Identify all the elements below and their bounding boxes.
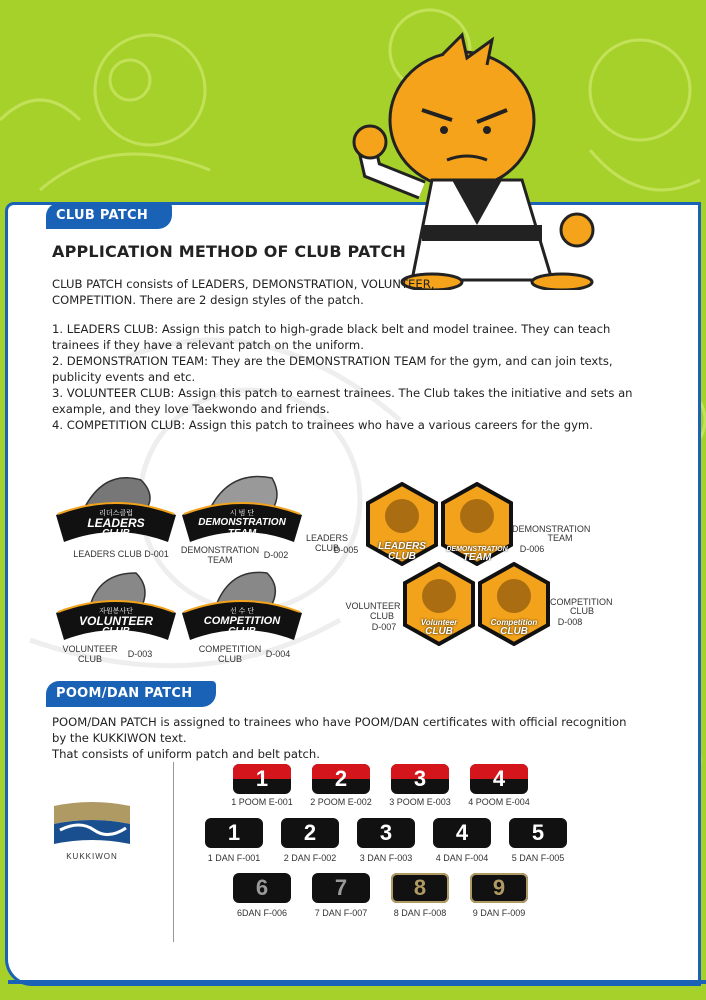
club-list-line: example, and they love Taekwondo and friends. xyxy=(52,402,330,416)
dan-patch-9 xyxy=(470,873,528,903)
poom-intro-line1: POOM/DAN PATCH is assigned to trainees who have POOM/DAN certificates with official recognition xyxy=(52,715,627,729)
patch-number: 3 xyxy=(379,820,393,845)
poom-caption: 4 POOM E-004 xyxy=(468,797,530,807)
patch-subtitle: CLUB xyxy=(228,626,256,637)
poom-patch-1 xyxy=(233,764,291,794)
patch-number: 1 xyxy=(255,766,269,791)
patch-number: 3 xyxy=(413,766,427,791)
club-intro-line2: COMPETITION. There are 2 design styles of the patch. xyxy=(52,293,364,307)
dan-patch-6 xyxy=(233,873,291,903)
dan-caption: 9 DAN F-009 xyxy=(472,908,526,918)
caption-hex-competition-bottom: CLUB xyxy=(569,606,594,616)
caption-hex-leaders: LEADERS CLUB xyxy=(305,533,349,553)
dan-caption: 7 DAN F-007 xyxy=(314,908,368,918)
poom-caption: 1 POOM E-001 xyxy=(231,797,293,807)
dan-caption: 3 DAN F-003 xyxy=(359,853,413,863)
dan-patch-7 xyxy=(312,873,370,903)
caption-demonstration-code: D-002 xyxy=(263,550,289,560)
patch-subtitle: CLUB xyxy=(102,528,130,539)
hex-subtitle: CLUB xyxy=(388,551,416,562)
hex-title: Competition xyxy=(490,618,538,627)
dan-patch-1 xyxy=(205,818,263,848)
club-list-line: 4. COMPETITION CLUB: Assign this patch to trainees who have a various careers for the gym. xyxy=(52,418,593,432)
patch-number: 6 xyxy=(255,875,269,900)
caption-volunteer-bottom: CLUB xyxy=(77,654,102,664)
caption-hex-demonstration-bottom: TEAM xyxy=(547,533,573,543)
dan-caption: 6DAN F-006 xyxy=(236,908,288,918)
club-list-line: 1. LEADERS CLUB: Assign this patch to high-grade black belt and model trainee. They can teach xyxy=(52,322,611,336)
eagle-emblem-icon xyxy=(422,579,456,613)
club-intro-line1: CLUB PATCH consists of LEADERS, DEMONSTRATION, VOLUNTEER, xyxy=(52,277,435,291)
club-patch-heading: APPLICATION METHOD OF CLUB PATCH xyxy=(52,242,406,261)
patch-subtitle: TEAM xyxy=(227,528,257,539)
poom-intro-line3: That consists of uniform patch and belt patch. xyxy=(52,747,320,761)
caption-hex-leaders-code: D-005 xyxy=(333,545,359,555)
hex-title: DEMONSTRATION xyxy=(446,546,508,553)
patch-title: LEADERS xyxy=(87,516,145,530)
dan-caption: 1 DAN F-001 xyxy=(207,853,261,863)
dan-patch-2 xyxy=(281,818,339,848)
poom-patch-2 xyxy=(312,764,370,794)
dragon-emblem-icon xyxy=(497,579,531,613)
patch-volunteer-club-curved xyxy=(56,568,176,643)
caption-hex-volunteer-top: VOLUNTEER xyxy=(345,601,401,611)
patch-title: COMPETITION xyxy=(203,615,281,627)
dan-patch-8 xyxy=(391,873,449,903)
caption-hex-volunteer-bottom: CLUB xyxy=(369,611,394,621)
caption-hex-competition-code: D-008 xyxy=(557,617,583,627)
hex-subtitle: CLUB xyxy=(425,626,453,637)
patch-korean-text: 리더스클럽 xyxy=(99,510,133,517)
club-list-line: trainees if they have a relevant patch on the uniform. xyxy=(52,338,364,352)
patch-number: 4 xyxy=(455,820,469,845)
club-list-line: publicity events and etc. xyxy=(52,370,196,384)
poom-caption: 3 POOM E-003 xyxy=(389,797,451,807)
patch-number: 8 xyxy=(413,875,427,900)
kukkiwon-label: KUKKIWON xyxy=(66,852,118,861)
dan-caption: 5 DAN F-005 xyxy=(511,853,565,863)
dan-caption: 8 DAN F-008 xyxy=(393,908,447,918)
poom-intro-line2: by the KUKKIWON text. xyxy=(52,731,187,745)
dan-caption: 2 DAN F-002 xyxy=(283,853,337,863)
caption-leaders-club: LEADERS CLUB D-001 xyxy=(73,549,169,559)
caption-competition-bottom: CLUB xyxy=(217,654,242,664)
patch-number: 2 xyxy=(334,766,348,791)
club-list-line: 2. DEMONSTRATION TEAM: They are the DEMONSTRATION TEAM for the gym, and can join texts, xyxy=(52,354,613,368)
caption-volunteer-code: D-003 xyxy=(127,649,153,659)
caption-hex-volunteer-code: D-007 xyxy=(371,622,397,632)
patch-number: 4 xyxy=(492,766,506,791)
hex-subtitle: TEAM xyxy=(462,552,492,563)
patch-number: 1 xyxy=(227,820,241,845)
club-patch-tab: CLUB PATCH xyxy=(46,203,172,229)
poom-caption: 2 POOM E-002 xyxy=(310,797,372,807)
dan-patch-4 xyxy=(433,818,491,848)
dan-caption: 4 DAN F-004 xyxy=(435,853,489,863)
club-list-line: 3. VOLUNTEER CLUB: Assign this patch to earnest trainees. The Club takes the initiative and sets an xyxy=(52,386,633,400)
tiger-emblem-icon xyxy=(385,499,419,533)
caption-demonstration-top: DEMONSTRATION xyxy=(180,545,260,555)
caption-hex-demonstration-code: D-006 xyxy=(519,544,545,554)
patch-demonstration-team-curved xyxy=(182,470,302,545)
caption-volunteer-top: VOLUNTEER xyxy=(62,644,118,654)
kukkiwon-logo xyxy=(50,800,134,848)
patch-leaders-club-curved xyxy=(56,470,176,545)
patch-number: 9 xyxy=(492,875,506,900)
patch-competition-club-curved xyxy=(182,568,302,643)
patch-title: VOLUNTEER xyxy=(78,614,153,628)
patch-korean-text: 선 수 단 xyxy=(229,608,255,615)
caption-hex-competition-top: COMPETITION xyxy=(550,597,613,607)
panel-bottom-border xyxy=(8,980,706,984)
caption-competition-code: D-004 xyxy=(265,649,291,659)
dan-patch-3 xyxy=(357,818,415,848)
patch-number: 5 xyxy=(531,820,545,845)
dan-patch-5 xyxy=(509,818,567,848)
patch-number: 7 xyxy=(334,875,348,900)
poom-patch-3 xyxy=(391,764,449,794)
patch-number: 2 xyxy=(303,820,317,845)
leopard-emblem-icon xyxy=(460,499,494,533)
hex-subtitle: CLUB xyxy=(500,626,528,637)
patch-subtitle: CLUB xyxy=(102,626,130,637)
caption-competition-top: COMPETITION xyxy=(198,644,262,654)
caption-demonstration-bottom: TEAM xyxy=(207,555,233,565)
patch-korean-text: 시 범 단 xyxy=(229,510,255,517)
divider-line xyxy=(173,762,174,942)
poom-patch-4 xyxy=(470,764,528,794)
patch-title: DEMONSTRATION xyxy=(198,517,286,528)
poom-dan-patch-tab: POOM/DAN PATCH xyxy=(46,681,216,707)
caption-hex-demonstration-top: DEMONSTRATION xyxy=(512,524,591,534)
hex-title: LEADERS xyxy=(378,541,426,552)
patch-korean-text: 자원봉사단 xyxy=(99,608,133,615)
hex-title: Volunteer xyxy=(420,618,458,627)
